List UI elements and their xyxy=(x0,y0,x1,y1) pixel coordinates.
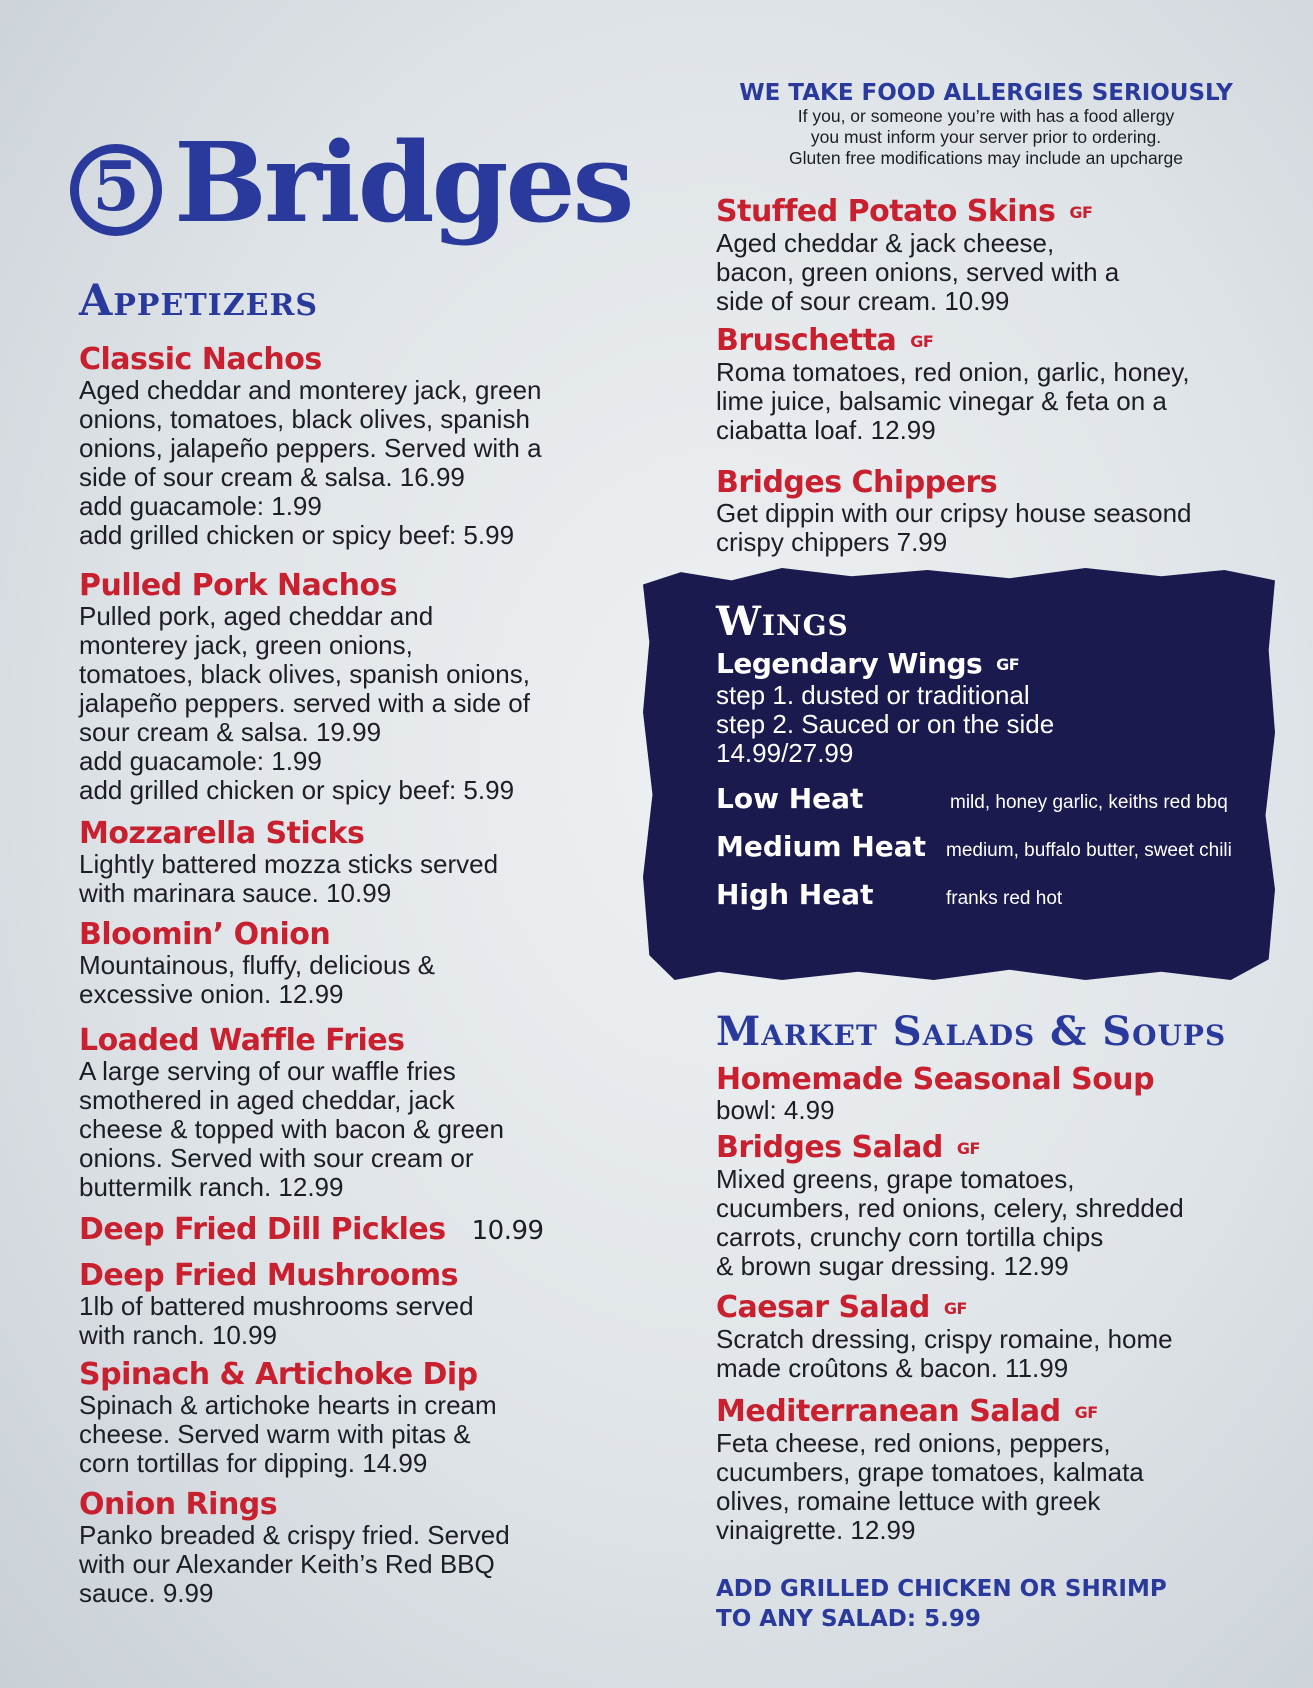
item-name xyxy=(716,1064,1296,1096)
item-line: side of sour cream. 10.99 xyxy=(716,285,1010,316)
logo-circle-icon xyxy=(70,144,162,236)
menu-item xyxy=(79,570,659,805)
item-line: smothered in aged cheddar, jack xyxy=(79,1085,455,1115)
item-name xyxy=(716,467,1296,499)
gluten-free-badge: GF xyxy=(956,1138,980,1158)
heat-row-high xyxy=(716,878,1256,918)
item-name xyxy=(716,1292,1296,1325)
gluten-free-badge: GF xyxy=(910,331,934,351)
item-name-text: Legendary Wings xyxy=(716,647,983,680)
item-line: add grilled chicken or spicy beef: 5.99 xyxy=(79,775,515,805)
item-name-text: Loaded Waffle Fries xyxy=(79,1023,405,1058)
item-name-text: Spinach & Artichoke Dip xyxy=(79,1357,478,1392)
allergy-line: If you, or someone you’re with has a food allergy xyxy=(797,106,1175,126)
item-name xyxy=(79,344,659,376)
salads-heading: Market Salads & Soups xyxy=(716,1008,1227,1055)
menu-item-legendary-wings xyxy=(716,648,1256,768)
item-line: with our Alexander Keith’s Red BBQ xyxy=(79,1549,495,1579)
item-line: tomatoes, black olives, spanish onions, xyxy=(79,659,530,689)
item-line: step 2. Sauced or on the side xyxy=(716,709,1055,739)
item-line: side of sour cream & salsa. 16.99 xyxy=(79,462,465,492)
item-name-text: Caesar Salad xyxy=(716,1290,930,1325)
item-desc xyxy=(716,499,1296,557)
item-line: step 1. dusted or traditional xyxy=(716,680,1030,710)
item-desc xyxy=(716,358,1296,445)
item-name-text: Bruschetta xyxy=(716,323,897,358)
item-line: cheese & topped with bacon & green xyxy=(79,1114,504,1144)
item-line: ciabatta loaf. 12.99 xyxy=(716,414,936,445)
item-line: bacon, green onions, served with a xyxy=(716,256,1120,287)
item-line: Feta cheese, red onions, peppers, xyxy=(716,1427,1111,1458)
item-desc xyxy=(79,1292,659,1350)
gluten-free-badge: GF xyxy=(943,1298,967,1318)
item-line: 1lb of battered mushrooms served xyxy=(79,1291,474,1321)
menu-item xyxy=(79,1260,659,1350)
item-name-text: Mediterranean Salad xyxy=(716,1394,1061,1429)
item-name-text: Classic Nachos xyxy=(79,342,322,377)
logo-number: 5 xyxy=(92,147,140,227)
item-line: Aged cheddar and monterey jack, green xyxy=(79,375,542,405)
item-name xyxy=(716,196,1296,229)
item-line: made croûtons & bacon. 11.99 xyxy=(716,1352,1069,1383)
menu-item xyxy=(79,344,659,550)
item-line: Mixed greens, grape tomatoes, xyxy=(716,1163,1075,1194)
heat-label: Low Heat xyxy=(716,782,864,815)
item-line: corn tortillas for dipping. 14.99 xyxy=(79,1448,428,1478)
item-desc xyxy=(716,1096,1296,1125)
allergy-notice xyxy=(716,80,1256,169)
item-name-text: Bloomin’ Onion xyxy=(79,917,331,952)
heat-flavors: mild, honey garlic, keiths red bbq xyxy=(950,792,1228,813)
item-desc xyxy=(716,1325,1296,1383)
item-name xyxy=(79,1025,659,1057)
item-line: onions, jalapeño peppers. Served with a xyxy=(79,433,542,463)
item-line: sour cream & salsa. 19.99 xyxy=(79,717,382,747)
item-name-text: Bridges Chippers xyxy=(716,465,998,500)
item-line: excessive onion. 12.99 xyxy=(79,979,344,1009)
item-line: Scratch dressing, crispy romaine, home xyxy=(716,1323,1173,1354)
item-name xyxy=(79,818,659,850)
item-desc xyxy=(716,1429,1296,1545)
item-desc xyxy=(79,1391,659,1478)
wings-heading: Wings xyxy=(716,598,849,645)
item-desc xyxy=(79,1521,659,1608)
item-line: vinaigrette. 12.99 xyxy=(716,1514,916,1545)
item-name xyxy=(79,1260,659,1292)
item-line: Pulled pork, aged cheddar and xyxy=(79,601,434,631)
menu-item xyxy=(716,1132,1296,1281)
item-line: add guacamole: 1.99 xyxy=(79,746,322,776)
gluten-free-badge: GF xyxy=(996,655,1020,674)
menu-item xyxy=(79,1359,659,1478)
item-name xyxy=(716,1132,1296,1165)
item-name xyxy=(79,919,659,951)
heat-label: High Heat xyxy=(716,878,874,911)
item-line: add guacamole: 1.99 xyxy=(79,491,322,521)
item-desc xyxy=(79,376,659,550)
item-line: bowl: 4.99 xyxy=(716,1095,835,1125)
item-line: olives, romaine lettuce with greek xyxy=(716,1485,1101,1516)
item-line: Panko breaded & crispy fried. Served xyxy=(79,1520,510,1550)
menu-item xyxy=(79,818,659,908)
item-line: with marinara sauce. 10.99 xyxy=(79,878,392,908)
menu-item xyxy=(716,1396,1296,1545)
item-name xyxy=(79,1489,659,1521)
item-line: onions. Served with sour cream or xyxy=(79,1143,474,1173)
item-desc xyxy=(716,681,1256,768)
item-line: sauce. 9.99 xyxy=(79,1578,214,1608)
item-line: crispy chippers 7.99 xyxy=(716,527,948,557)
item-line: A large serving of our waffle fries xyxy=(79,1056,456,1086)
add-protein-line: TO ANY SALAD: 5.99 xyxy=(716,1606,981,1632)
menu-item xyxy=(79,1489,659,1608)
item-name-text: Bridges Salad xyxy=(716,1130,943,1165)
item-name xyxy=(716,648,1256,681)
item-name-text: Pulled Pork Nachos xyxy=(79,568,397,603)
item-line: monterey jack, green onions, xyxy=(79,630,413,660)
item-line: onions, tomatoes, black olives, spanish xyxy=(79,404,530,434)
menu-item xyxy=(716,196,1296,316)
menu-item xyxy=(79,1025,659,1202)
item-name xyxy=(79,1359,659,1391)
item-line: lime juice, balsamic vinegar & feta on a xyxy=(716,385,1167,416)
item-line: jalapeño peppers. served with a side of xyxy=(79,688,530,718)
menu-item xyxy=(716,467,1296,557)
item-name xyxy=(79,570,659,602)
item-name xyxy=(716,325,1296,358)
allergy-title: WE TAKE FOOD ALLERGIES SERIOUSLY xyxy=(739,80,1233,106)
item-name-text: Deep Fried Dill Pickles xyxy=(79,1212,446,1247)
item-name-text: Stuffed Potato Skins xyxy=(716,194,1056,229)
item-name xyxy=(79,1214,659,1247)
item-line: Spinach & artichoke hearts in cream xyxy=(79,1390,497,1420)
item-desc xyxy=(716,229,1296,316)
item-line: carrots, crunchy corn tortilla chips xyxy=(716,1221,1104,1252)
heat-label: Medium Heat xyxy=(716,830,927,863)
item-name-text: Homemade Seasonal Soup xyxy=(716,1062,1155,1097)
item-line: cucumbers, grape tomatoes, kalmata xyxy=(716,1456,1144,1487)
item-line: Roma tomatoes, red onion, garlic, honey, xyxy=(716,356,1190,387)
restaurant-logo xyxy=(70,118,632,268)
heat-row-low xyxy=(716,782,1256,822)
item-line: 14.99/27.99 xyxy=(716,738,854,768)
allergy-line: Gluten free modifications may include an upcharge xyxy=(789,148,1183,168)
heat-flavors: medium, buffalo butter, sweet chili xyxy=(946,840,1232,861)
logo-wordmark: Bridges xyxy=(174,118,632,247)
menu-item xyxy=(79,919,659,1009)
menu-item xyxy=(716,1292,1296,1383)
item-name-text: Mozzarella Sticks xyxy=(79,816,365,851)
item-name-text: Onion Rings xyxy=(79,1487,278,1522)
heat-flavors: franks red hot xyxy=(946,888,1063,909)
item-line: cheese. Served warm with pitas & xyxy=(79,1419,471,1449)
item-desc xyxy=(79,951,659,1009)
gluten-free-badge: GF xyxy=(1074,1402,1098,1422)
item-line: with ranch. 10.99 xyxy=(79,1320,278,1350)
item-line: Lightly battered mozza sticks served xyxy=(79,849,499,879)
add-protein-note xyxy=(716,1574,1256,1634)
item-desc xyxy=(79,602,659,805)
item-line: Mountainous, fluffy, delicious & xyxy=(79,950,436,980)
gluten-free-badge: GF xyxy=(1069,202,1093,222)
add-protein-line: ADD GRILLED CHICKEN OR SHRIMP xyxy=(716,1576,1167,1602)
item-desc xyxy=(79,1057,659,1202)
menu-item xyxy=(716,1064,1296,1125)
item-price: 10.99 xyxy=(471,1216,544,1246)
item-name xyxy=(716,1396,1296,1429)
menu-item xyxy=(79,1214,659,1247)
menu-item xyxy=(716,325,1296,445)
heat-row-medium xyxy=(716,830,1256,870)
item-line: & brown sugar dressing. 12.99 xyxy=(716,1250,1069,1281)
item-line: add grilled chicken or spicy beef: 5.99 xyxy=(79,520,515,550)
item-name-text: Deep Fried Mushrooms xyxy=(79,1258,458,1293)
appetizers-heading: Appetizers xyxy=(79,276,319,326)
item-desc xyxy=(716,1165,1296,1281)
item-desc xyxy=(79,850,659,908)
item-line: buttermilk ranch. 12.99 xyxy=(79,1172,344,1202)
item-line: Get dippin with our cripsy house seasond xyxy=(716,498,1192,528)
allergy-line: you must inform your server prior to ordering. xyxy=(810,127,1162,147)
item-line: Aged cheddar & jack cheese, xyxy=(716,227,1055,258)
item-line: cucumbers, red onions, celery, shredded xyxy=(716,1192,1184,1223)
